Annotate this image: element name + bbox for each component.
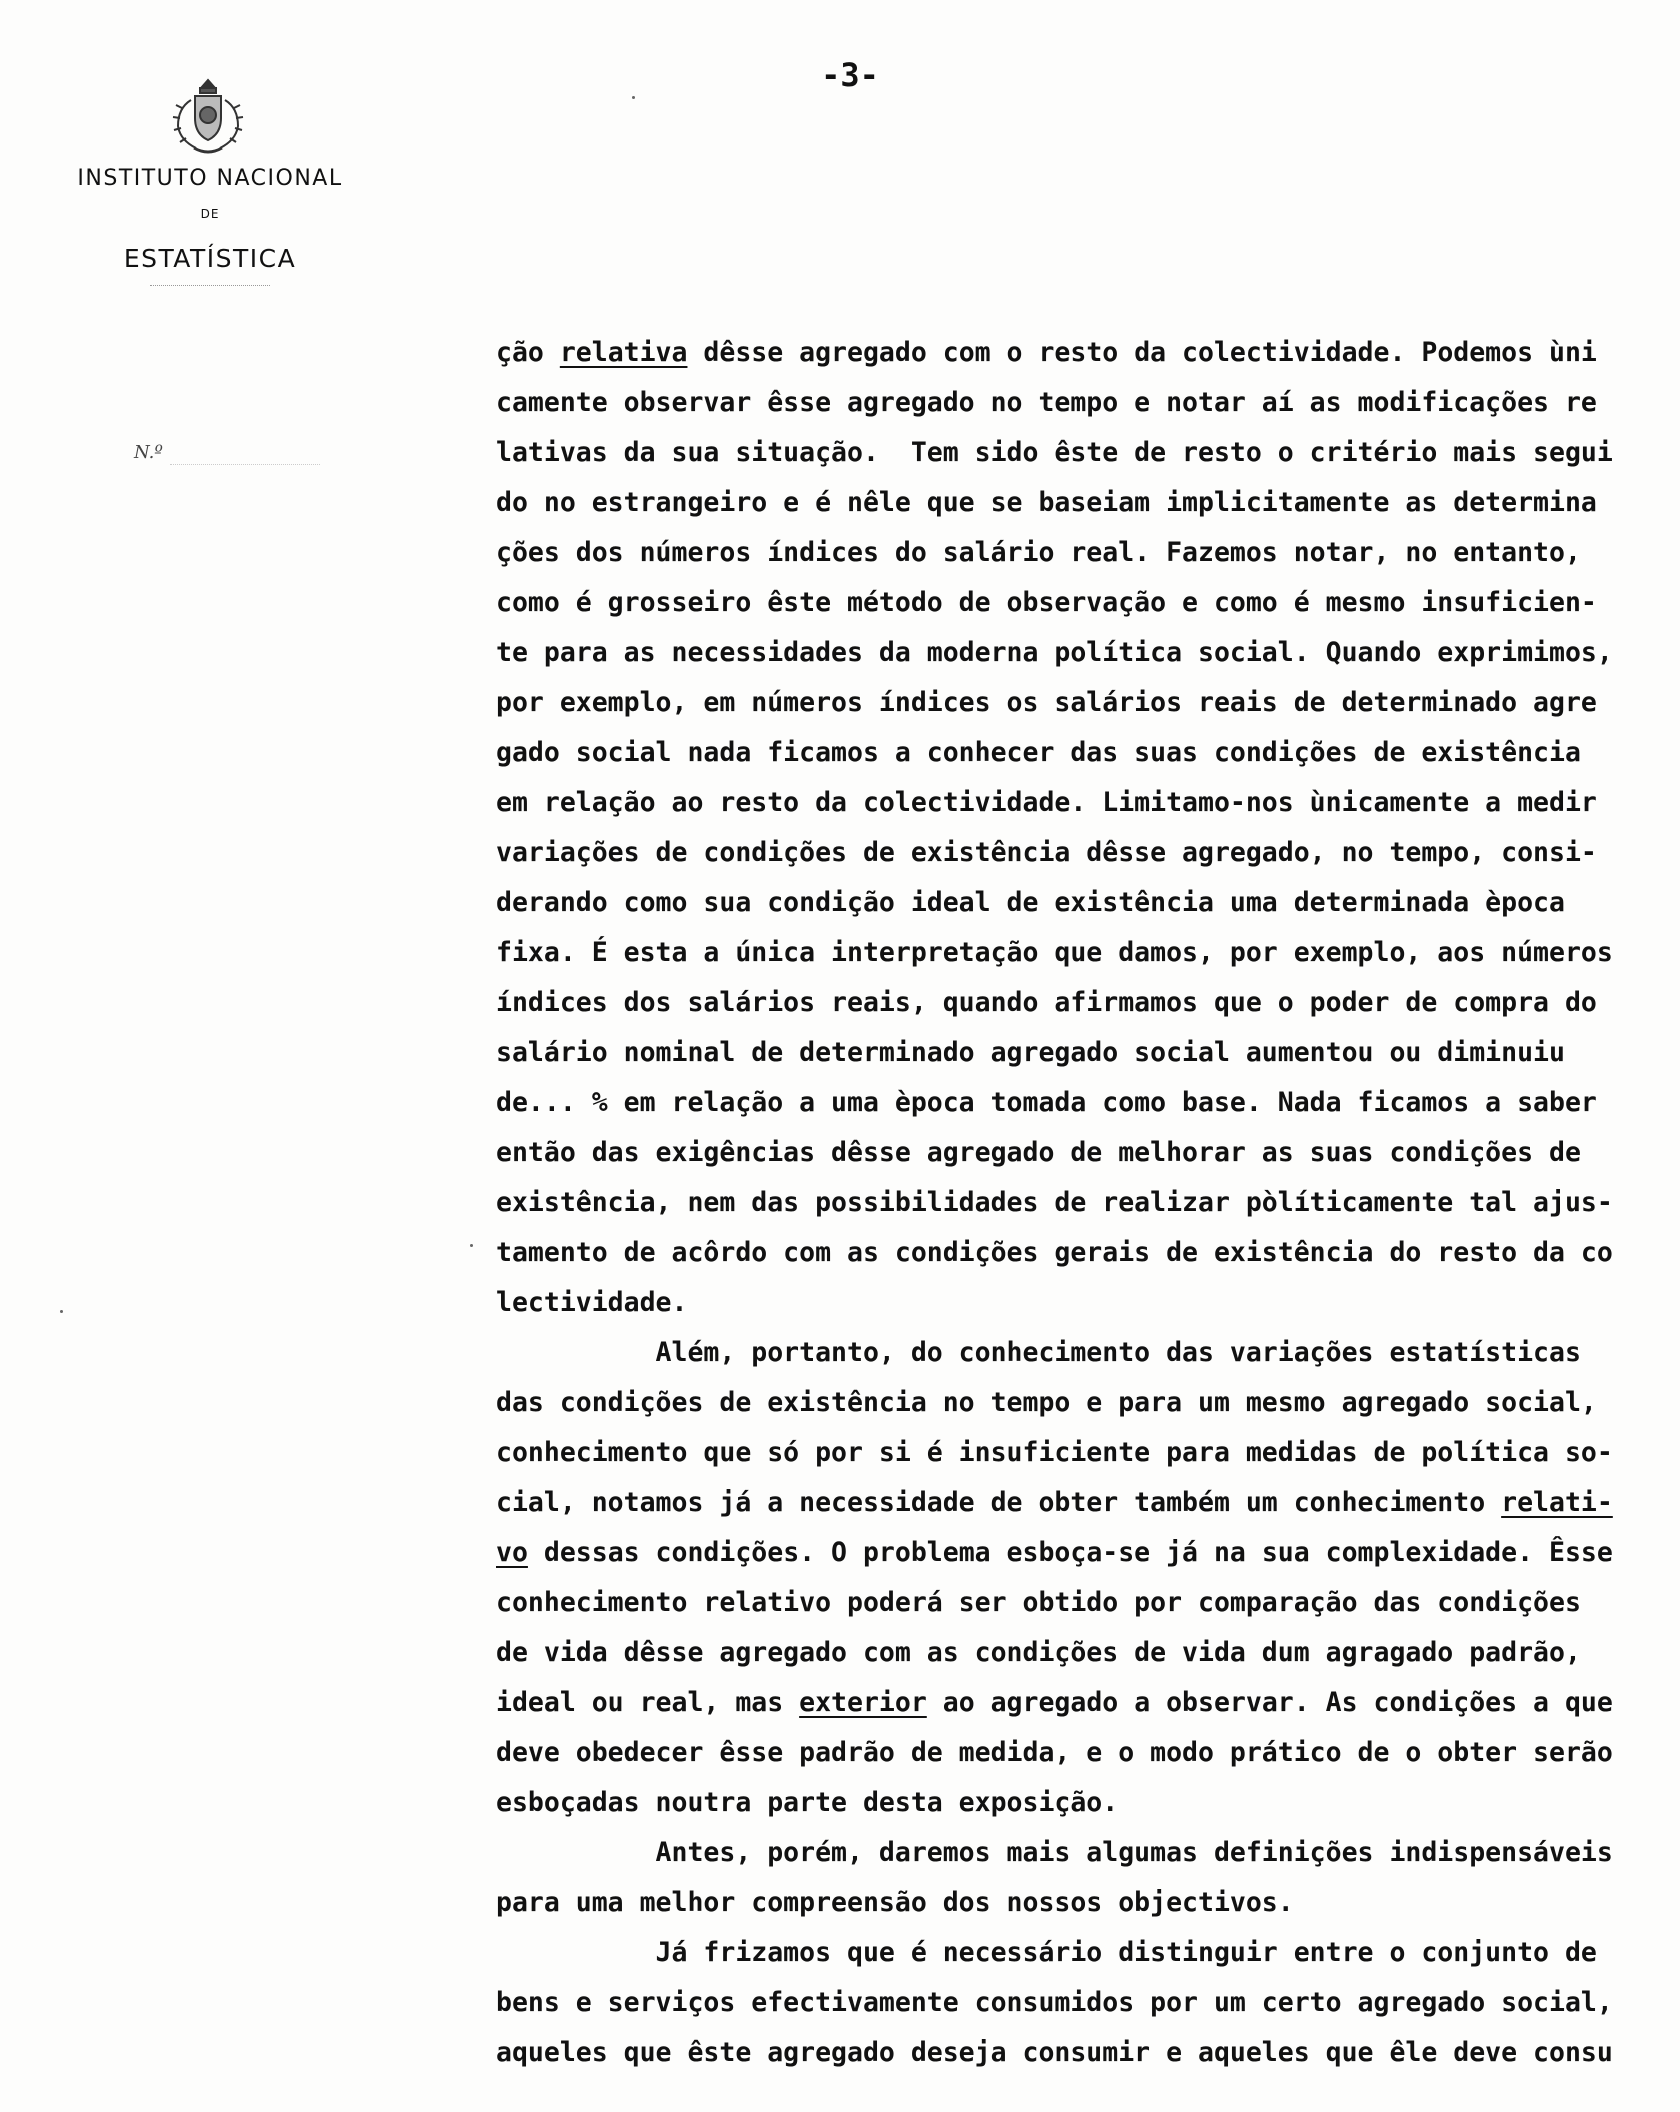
text-run: Já frizamos que é necessário distinguir entre o conjunto de [496, 1937, 1597, 1968]
text-run: Antes, porém, daremos mais algumas definições indispensáveis [496, 1837, 1613, 1868]
text-run: ideal ou real, mas [496, 1687, 800, 1718]
text-run: por exemplo, em números índices os salários reais de determinado agre [496, 687, 1597, 718]
institution-name-subtitle: ESTATÍSTICA [123, 244, 297, 273]
text-line [496, 1828, 1668, 1878]
text-run: deve obedecer êsse padrão de medida, e o modo prático de o obter serão [496, 1737, 1613, 1768]
text-line [496, 428, 1668, 478]
text-line [496, 1878, 1668, 1928]
reference-number-field [170, 464, 320, 465]
text-run: ções dos números índices do salário real. Fazemos notar, no entanto, [496, 537, 1581, 568]
underlined-word: relativa [559, 337, 688, 368]
text-line [496, 928, 1668, 978]
text-line [496, 878, 1668, 928]
text-run: tamento de acôrdo com as condições gerais de existência do resto da co [496, 1237, 1613, 1268]
text-run: conhecimento que só por si é insuficiente para medidas de política so- [496, 1437, 1613, 1468]
text-run: bens e serviços efectivamente consumidos por um certo agregado social, [496, 1987, 1613, 2018]
text-line [496, 1278, 1668, 1328]
text-run: índices dos salários reais, quando afirmamos que o poder de compra do [496, 987, 1597, 1018]
text-line [496, 628, 1668, 678]
text-line [496, 1928, 1668, 1978]
text-run: gado social nada ficamos a conhecer das suas condições de existência [496, 737, 1581, 768]
text-run: de vida dêsse agregado com as condições de vida dum agragado padrão, [496, 1637, 1581, 1668]
underlined-word: relati- [1501, 1487, 1613, 1518]
text-line [496, 1578, 1668, 1628]
text-run: conhecimento relativo poderá ser obtido por comparação das condições [496, 1587, 1581, 1618]
text-run: salário nominal de determinado agregado social aumentou ou diminuiu [496, 1037, 1565, 1068]
text-line [496, 778, 1668, 828]
text-line [496, 1128, 1668, 1178]
text-run: existência, nem das possibilidades de realizar pòlíticamente tal ajus- [496, 1187, 1613, 1218]
text-line [496, 1378, 1668, 1428]
text-run: te para as necessidades da moderna política social. Quando exprimimos, [496, 637, 1613, 668]
text-line [496, 978, 1668, 1028]
text-line [496, 1528, 1668, 1578]
text-line [496, 1228, 1668, 1278]
text-run: camente observar êsse agregado no tempo e notar aí as modificações re [496, 387, 1597, 418]
text-line [496, 1978, 1668, 2028]
text-run: lectividade. [496, 1287, 688, 1318]
scan-speck [60, 1310, 63, 1313]
text-run: fixa. É esta a única interpretação que damos, por exemplo, aos números [496, 937, 1613, 968]
text-run: de... % em relação a uma època tomada como base. Nada ficamos a saber [496, 1087, 1597, 1118]
text-run: então das exigências dêsse agregado de melhorar as suas condições de [496, 1137, 1581, 1168]
text-line [496, 578, 1668, 628]
page-number: -3- [821, 56, 879, 94]
text-line [496, 378, 1668, 428]
text-run: para uma melhor compreensão dos nossos objectivos. [496, 1887, 1294, 1918]
text-line [496, 528, 1668, 578]
institution-name: INSTITUTO NACIONAL [77, 166, 343, 191]
letterhead-divider [150, 285, 270, 286]
underlined-word: vo [496, 1537, 528, 1568]
scan-speck [632, 96, 635, 99]
text-run: como é grosseiro êste método de observação e como é mesmo insuficien- [496, 587, 1597, 618]
text-run: dêsse agregado com o resto da colectividade. Podemos ùni [687, 337, 1597, 368]
text-line [496, 1778, 1668, 1828]
text-line [496, 1728, 1668, 1778]
text-run: lativas da sua situação. Tem sido êste de resto o critério mais segui [496, 437, 1613, 468]
text-run: derando como sua condição ideal de existência uma determinada època [496, 887, 1565, 918]
text-run: aqueles que êste agregado deseja consumir e aqueles que êle deve consu [496, 2037, 1613, 2068]
text-run: dessas condições. O problema esboça-se já na sua complexidade. Êsse [527, 1537, 1613, 1568]
text-line [496, 1428, 1668, 1478]
underlined-word: exterior [799, 1687, 927, 1718]
body-text [496, 328, 1668, 2078]
text-run: Além, portanto, do conhecimento das variações estatísticas [496, 1337, 1581, 1368]
text-line [496, 828, 1668, 878]
text-run: do no estrangeiro e é nêle que se baseiam implicitamente as determina [496, 487, 1597, 518]
text-line [496, 1178, 1668, 1228]
text-line [496, 728, 1668, 778]
text-run: variações de condições de existência dêsse agregado, no tempo, consi- [496, 837, 1597, 868]
text-run: ção [496, 337, 560, 368]
text-line [496, 678, 1668, 728]
text-run: das condições de existência no tempo e para um mesmo agregado social, [496, 1387, 1597, 1418]
text-run: cial, notamos já a necessidade de obter também um conhecimento [496, 1487, 1502, 1518]
text-run: em relação ao resto da colectividade. Limitamo-nos ùnicamente a medir [496, 787, 1597, 818]
text-line [496, 1678, 1668, 1728]
text-run: esboçadas noutra parte desta exposição. [496, 1787, 1119, 1818]
reference-number-label: N.º [134, 442, 163, 463]
text-line [496, 1478, 1668, 1528]
text-line [496, 1628, 1668, 1678]
coat-of-arms-icon [160, 72, 256, 158]
scan-speck [470, 1244, 473, 1247]
text-line [496, 1028, 1668, 1078]
text-line [496, 2028, 1668, 2078]
text-run: ao agregado a observar. As condições a que [926, 1687, 1613, 1718]
text-line [496, 1328, 1668, 1378]
text-line [496, 328, 1668, 378]
text-line [496, 478, 1668, 528]
institution-name-connector: DE [200, 207, 220, 221]
text-line [496, 1078, 1668, 1128]
